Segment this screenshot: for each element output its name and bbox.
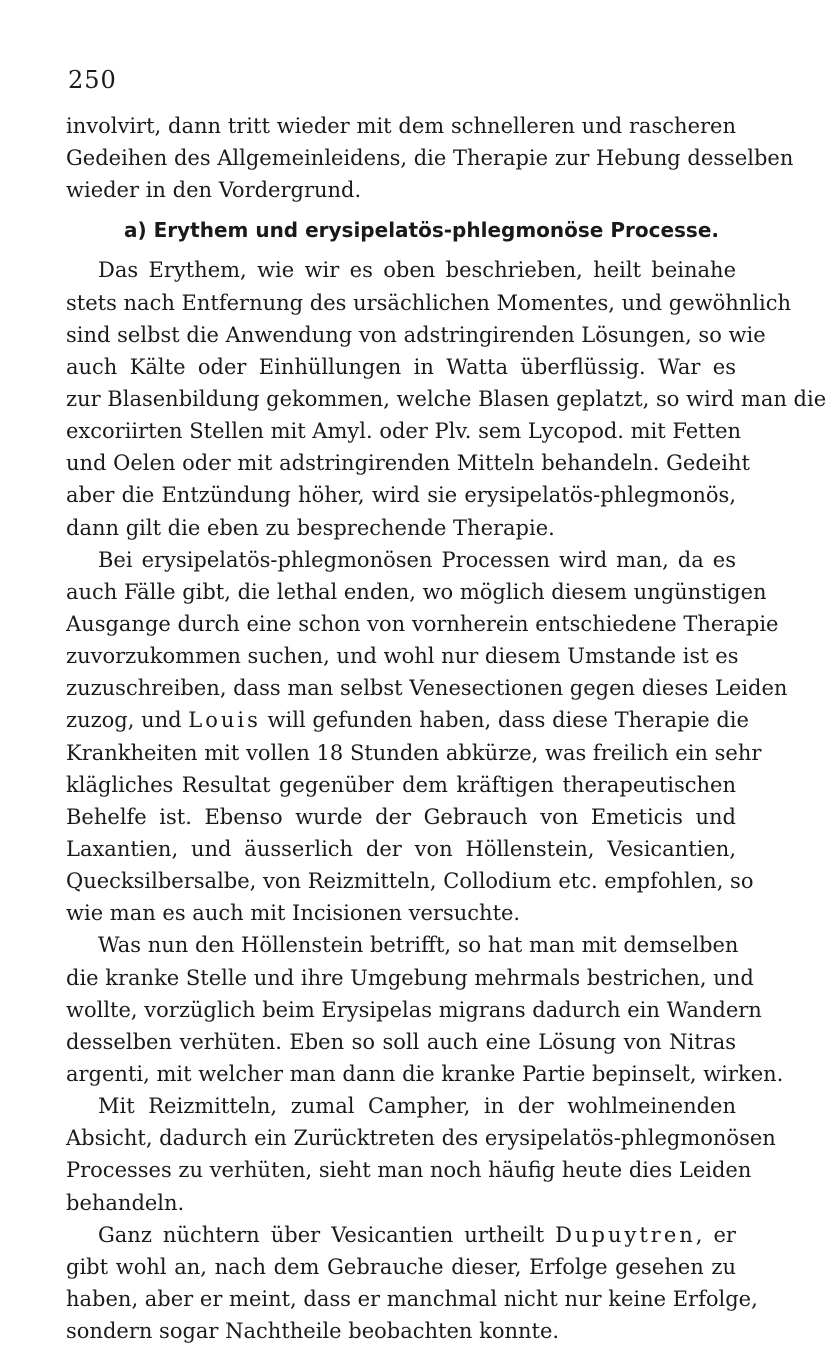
text-line: und Oelen oder mit adstringirenden Mitteln behandeln. Gedeiht <box>66 451 750 476</box>
text-line: involvirt, dann tritt wieder mit dem schnelleren und rascheren <box>66 114 736 138</box>
body-text <box>66 110 826 1347</box>
text-line: klägliches Resultat gegenüber dem kräftigen therapeutischen <box>66 772 736 797</box>
text-line: Processes zu verhüten, sieht man noch häufig heute dies Leiden <box>66 1158 752 1183</box>
text-fragment: Ganz nüchtern über Vesicantien urtheilt <box>98 1222 556 1247</box>
text-line: Das Erythem, wie wir es oben beschrieben, heilt beinahe <box>98 258 736 283</box>
text-line: Gedeihen des Allgemeinleidens, die Therapie zur Hebung desselben <box>66 146 794 171</box>
text-line: zur Blasenbildung gekommen, welche Blasen geplatzt, so wird man die <box>66 386 826 411</box>
text-line: wollte, vorzüglich beim Erysipelas migrans dadurch ein Wandern <box>66 997 762 1022</box>
text-line <box>66 1219 736 1251</box>
author-name-louis: Louis <box>188 708 261 733</box>
text-line: auch Kälte oder Einhüllungen in Watta überflüssig. War es <box>66 354 736 379</box>
text-fragment: zuzog, und <box>66 708 189 733</box>
text-line: wieder in den Vordergrund. <box>66 178 362 203</box>
text-line: auch Fälle gibt, die lethal enden, wo möglich diesem ungünstigen <box>66 579 767 604</box>
text-line: Ausgange durch eine schon von vornherein entschiedene Therapie <box>66 611 779 636</box>
text-line: stets nach Entfernung des ursächlichen Momentes, und gewöhnlich <box>66 290 792 315</box>
text-line: desselben verhüten. Eben so soll auch eine Lösung von Nitras <box>66 1029 736 1054</box>
text-line: Quecksilbersalbe, von Reizmitteln, Collodium etc. empfohlen, so <box>66 869 754 894</box>
text-line: haben, aber er meint, dass er manchmal nicht nur keine Erfolge, <box>66 1286 758 1311</box>
text-line <box>66 704 749 736</box>
text-line: behandeln. <box>66 1190 185 1215</box>
text-line: zuvorzukommen suchen, und wohl nur diesem Umstande ist es <box>66 644 739 669</box>
text-line: dann gilt die eben zu besprechende Therapie. <box>66 515 555 540</box>
text-line: Mit Reizmitteln, zumal Campher, in der wohlmeinenden <box>98 1094 736 1119</box>
text-line: Behelfe ist. Ebenso wurde der Gebrauch von Emeticis und <box>66 804 736 829</box>
text-line: argenti, mit welcher man dann die kranke Partie bepinselt, wirken. <box>66 1061 784 1086</box>
text-line: Bei erysipelatös-phlegmonösen Processen wird man, da es <box>98 547 736 572</box>
text-fragment: will gefunden haben, dass diese Therapie die <box>260 708 749 733</box>
text-line: excoriirten Stellen mit Amyl. oder Plv. sem Lycopod. mit Fetten <box>66 419 742 444</box>
author-name-dupuytren: Dupuytren <box>555 1222 696 1247</box>
text-line: Absicht, dadurch ein Zurücktreten des erysipelatös-phlegmonösen <box>66 1126 776 1151</box>
text-line: wie man es auch mit Incisionen versuchte. <box>66 901 521 926</box>
text-line: Krankheiten mit vollen 18 Stunden abkürze, was freilich ein sehr <box>66 740 762 765</box>
text-line: gibt wohl an, nach dem Gebrauche dieser, Erfolge gesehen zu <box>66 1254 736 1279</box>
text-fragment: , er <box>695 1222 736 1247</box>
text-line: Was nun den Höllenstein betrifft, so hat man mit demselben <box>98 933 739 958</box>
text-line: aber die Entzündung höher, wird sie erysipelatös-phlegmonös, <box>66 483 736 508</box>
page-number: 250 <box>68 66 117 94</box>
text-line: Laxantien, und äusserlich der von Höllenstein, Vesicantien, <box>66 836 736 861</box>
text-line: sind selbst die Anwendung von adstringirenden Lösungen, so wie <box>66 322 766 347</box>
text-line: die kranke Stelle und ihre Umgebung mehrmals bestrichen, und <box>66 965 754 990</box>
section-heading: a) Erythem und erysipelatös-phlegmonöse Processe. <box>124 218 719 243</box>
text-line: sondern sogar Nachtheile beobachten konnte. <box>66 1319 560 1344</box>
text-line: zuzuschreiben, dass man selbst Venesectionen gegen dieses Leiden <box>66 676 788 701</box>
